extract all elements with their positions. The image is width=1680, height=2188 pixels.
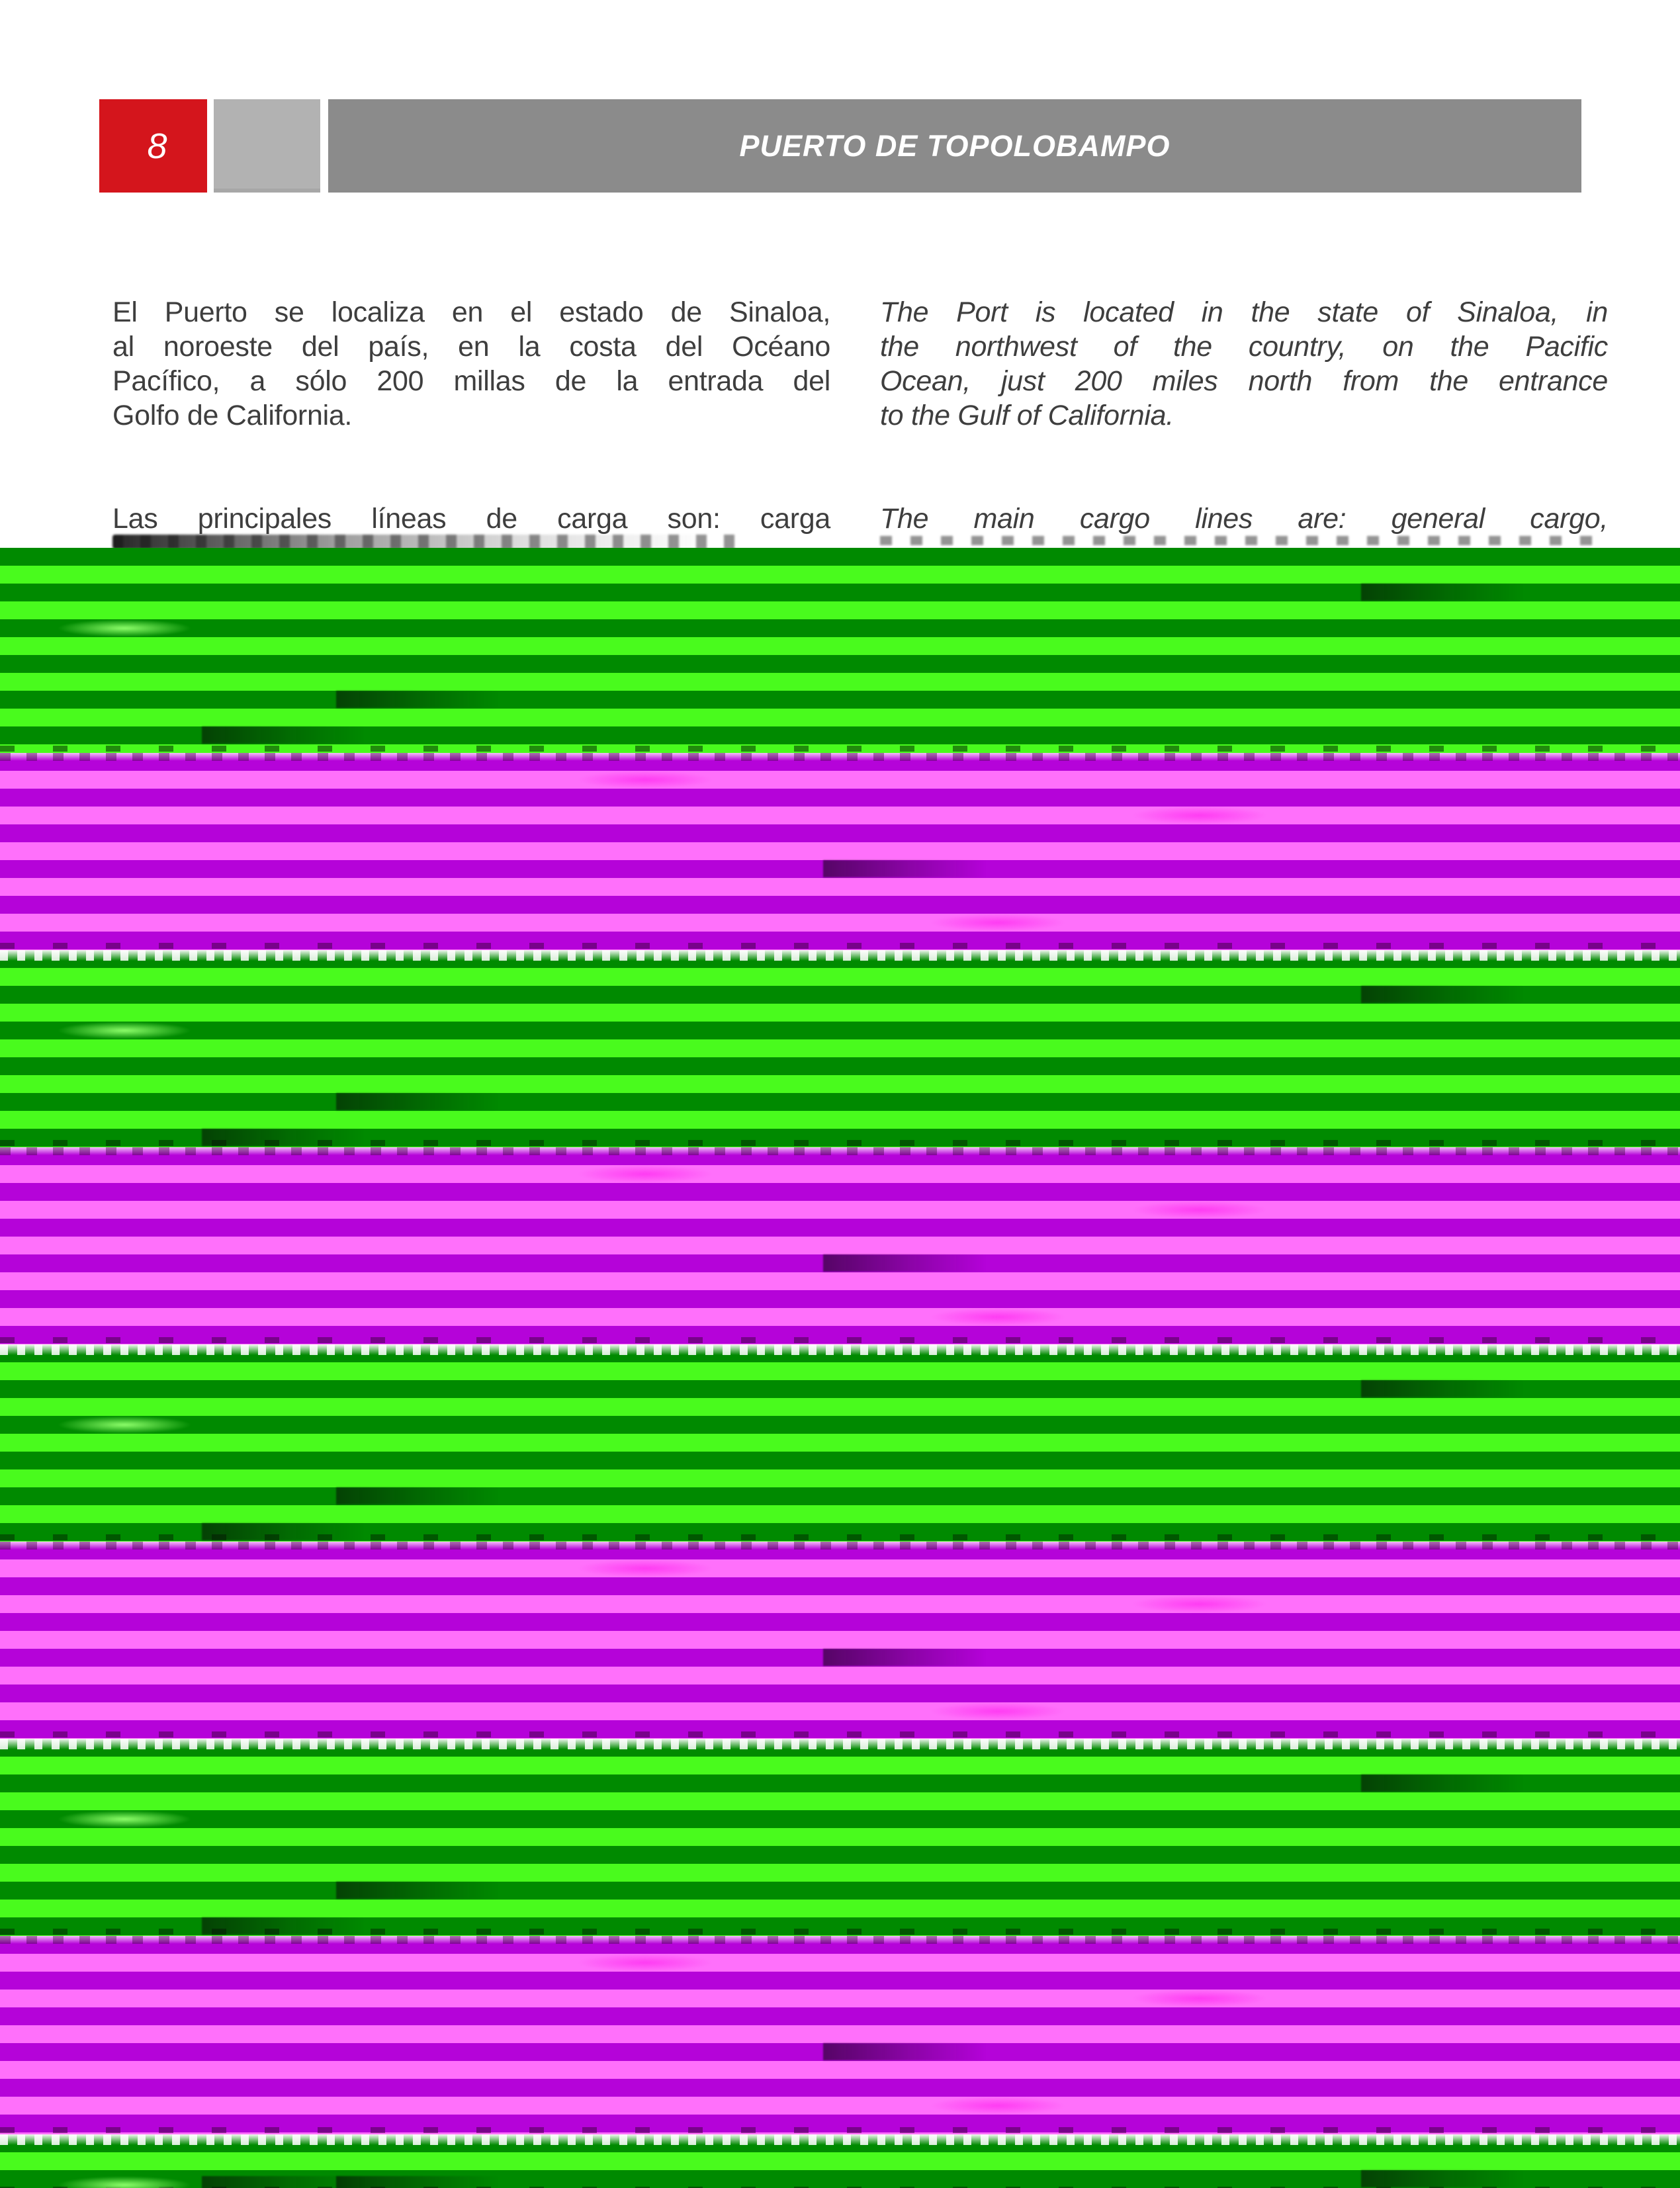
glitch-band-magenta xyxy=(0,1147,1680,1344)
glitch-artifact xyxy=(336,1882,521,1899)
glitch-artifact xyxy=(1126,1201,1337,1219)
corrupted-text-remnant xyxy=(880,536,1595,545)
glitch-band-green xyxy=(0,1739,1680,1936)
glitch-artifact xyxy=(202,1129,387,1146)
glitch-seam xyxy=(0,950,1680,961)
glitch-seam xyxy=(0,1936,1680,1944)
glitch-artifact xyxy=(336,1487,521,1505)
glitch-band-green xyxy=(0,548,1680,753)
glitch-dash-row xyxy=(0,1337,1680,1343)
glitch-artifact xyxy=(571,1559,783,1577)
glitch-artifact xyxy=(924,914,1135,932)
glitch-band-green xyxy=(0,1344,1680,1542)
corrupted-image-region xyxy=(0,548,1680,2188)
page-number-box xyxy=(99,99,207,193)
glitch-artifact xyxy=(1126,1990,1337,2007)
english-para1-line: Ocean, just 200 miles north from the entrance xyxy=(880,365,1608,397)
glitch-seam xyxy=(0,1739,1680,1749)
glitch-artifact xyxy=(823,2043,1008,2060)
glitch-dash-row xyxy=(0,943,1680,949)
glitch-seam xyxy=(0,1147,1680,1155)
glitch-artifact xyxy=(1361,986,1546,1003)
glitch-artifact xyxy=(924,2097,1135,2115)
glitch-artifact xyxy=(336,1093,521,1110)
glitch-dash-row xyxy=(0,2127,1680,2133)
glitch-artifact xyxy=(1361,1774,1546,1792)
glitch-artifact xyxy=(1126,1595,1337,1613)
glitch-band-green xyxy=(0,950,1680,1147)
glitch-band-magenta xyxy=(0,1542,1680,1739)
english-para1-line: the northwest of the country, on the Pacific xyxy=(880,331,1608,363)
glitch-artifact xyxy=(336,691,521,708)
glitch-artifact xyxy=(823,860,1008,877)
glitch-band-green xyxy=(0,2134,1680,2188)
glitch-artifact xyxy=(1361,1380,1546,1397)
spanish-para1-line: Pacífico, a sólo 200 millas de la entrada del xyxy=(112,365,830,397)
glitch-artifact xyxy=(571,1165,783,1183)
header-title-bar xyxy=(328,99,1581,193)
glitch-band-magenta xyxy=(0,1936,1680,2134)
glitch-artifact xyxy=(924,1702,1135,1720)
glitch-artifact xyxy=(823,1254,1008,1272)
page-number: 8 xyxy=(147,126,167,166)
glitch-artifact xyxy=(202,1917,387,1935)
english-para1-line: to the Gulf of California. xyxy=(880,400,1174,431)
spanish-para1-line: El Puerto se localiza en el estado de Sinaloa, xyxy=(112,296,830,328)
glitch-artifact xyxy=(571,1954,783,1972)
glitch-artifact xyxy=(571,771,783,789)
corrupted-text-remnant xyxy=(112,535,741,549)
glitch-dash-row xyxy=(0,1731,1680,1737)
glitch-dash-row xyxy=(0,746,1680,752)
header-accent-box xyxy=(214,99,320,193)
glitch-artifact xyxy=(1126,807,1337,824)
page-title: PUERTO DE TOPOLOBAMPO xyxy=(739,128,1171,163)
glitch-seam xyxy=(0,1542,1680,1550)
glitch-artifact xyxy=(202,726,387,744)
english-column xyxy=(880,295,1608,536)
glitch-band-magenta xyxy=(0,753,1680,950)
glitch-artifact xyxy=(1361,584,1546,601)
spanish-column xyxy=(112,295,830,536)
glitch-artifact xyxy=(50,1022,262,1039)
glitch-artifact xyxy=(50,1810,262,1828)
glitch-artifact xyxy=(50,619,262,637)
english-para1-line: The Port is located in the state of Sinaloa, in xyxy=(880,296,1608,328)
glitch-artifact xyxy=(202,2176,387,2188)
glitch-seam xyxy=(0,2134,1680,2145)
glitch-artifact xyxy=(924,1308,1135,1326)
spanish-para1-line: al noroeste del país, en la costa del Océano xyxy=(112,331,830,363)
glitch-seam xyxy=(0,753,1680,761)
spanish-para1-line: Golfo de California. xyxy=(112,400,353,431)
glitch-seam xyxy=(0,1344,1680,1355)
glitch-artifact xyxy=(823,1649,1008,1666)
glitch-artifact xyxy=(1361,2170,1546,2187)
spanish-para2-line: Las principales líneas de carga son: carga xyxy=(112,503,830,535)
english-para2-line: The main cargo lines are: general cargo, xyxy=(880,503,1608,535)
glitch-artifact xyxy=(50,1416,262,1434)
glitch-artifact xyxy=(202,1523,387,1540)
